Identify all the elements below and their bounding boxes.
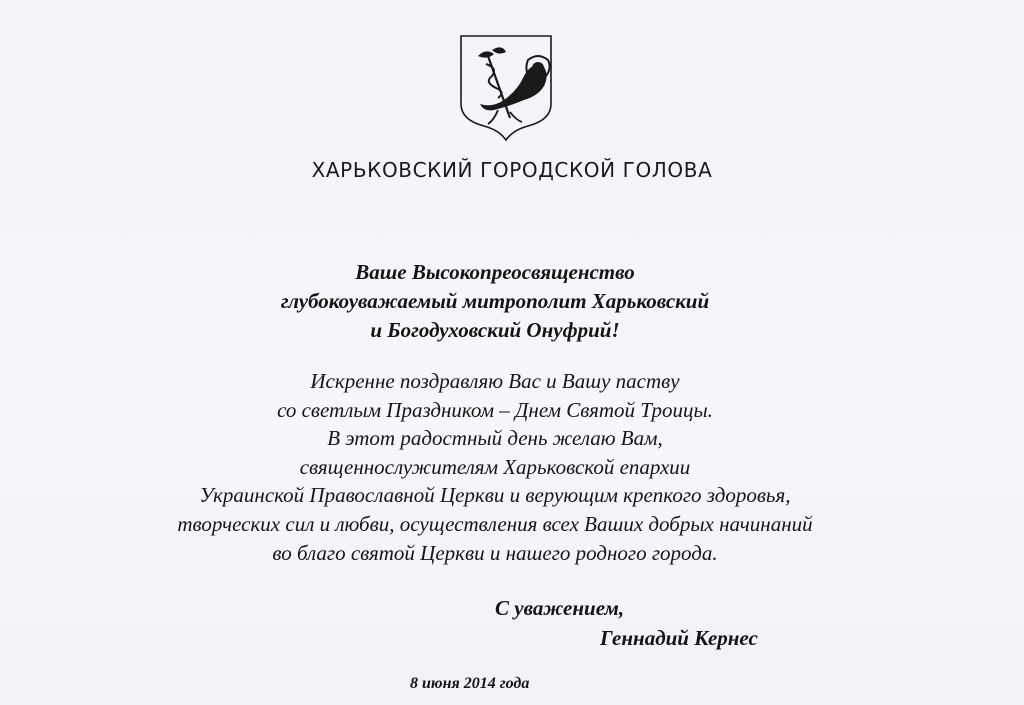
emblem-ribbon	[488, 110, 522, 124]
letterhead-title: ХАРЬКОВСКИЙ ГОРОДСКОЙ ГОЛОВА	[311, 158, 713, 182]
salutation-line: глубокоуважаемый митрополит Харьковский	[280, 289, 710, 313]
body-line: В этот радостный день желаю Вам,	[327, 426, 663, 451]
salutation-line: Ваше Высокопреосвященство	[355, 260, 635, 284]
body-line: Украинской Православной Церкви и верующим крепкого здоровья,	[199, 483, 791, 508]
kharkiv-coat-of-arms-icon	[458, 34, 554, 142]
salutation-line: и Богодуховский Онуфрий!	[370, 318, 620, 342]
emblem-caduceus-wings	[478, 47, 506, 57]
signature-regards: С уважением,	[495, 596, 625, 620]
emblem-fruit	[532, 62, 544, 74]
letter-date: 8 июня 2014 года	[410, 675, 530, 692]
salutation	[0, 258, 990, 345]
signature-name: Геннадий Кернес	[600, 626, 758, 650]
body-line: священнослужителям Харьковской епархии	[299, 454, 691, 479]
letter-body	[0, 367, 990, 567]
body-line: во благо святой Церкви и нашего родного города.	[272, 540, 718, 565]
body-line: со светлым Праздником – Днем Святой Троицы.	[277, 397, 713, 422]
body-line: Искренне поздравляю Вас и Вашу паству	[310, 369, 680, 393]
emblem-caduceus-snakes	[486, 64, 502, 98]
body-line: творческих сил и любви, осуществления всех Ваших добрых начинаний	[177, 511, 813, 536]
